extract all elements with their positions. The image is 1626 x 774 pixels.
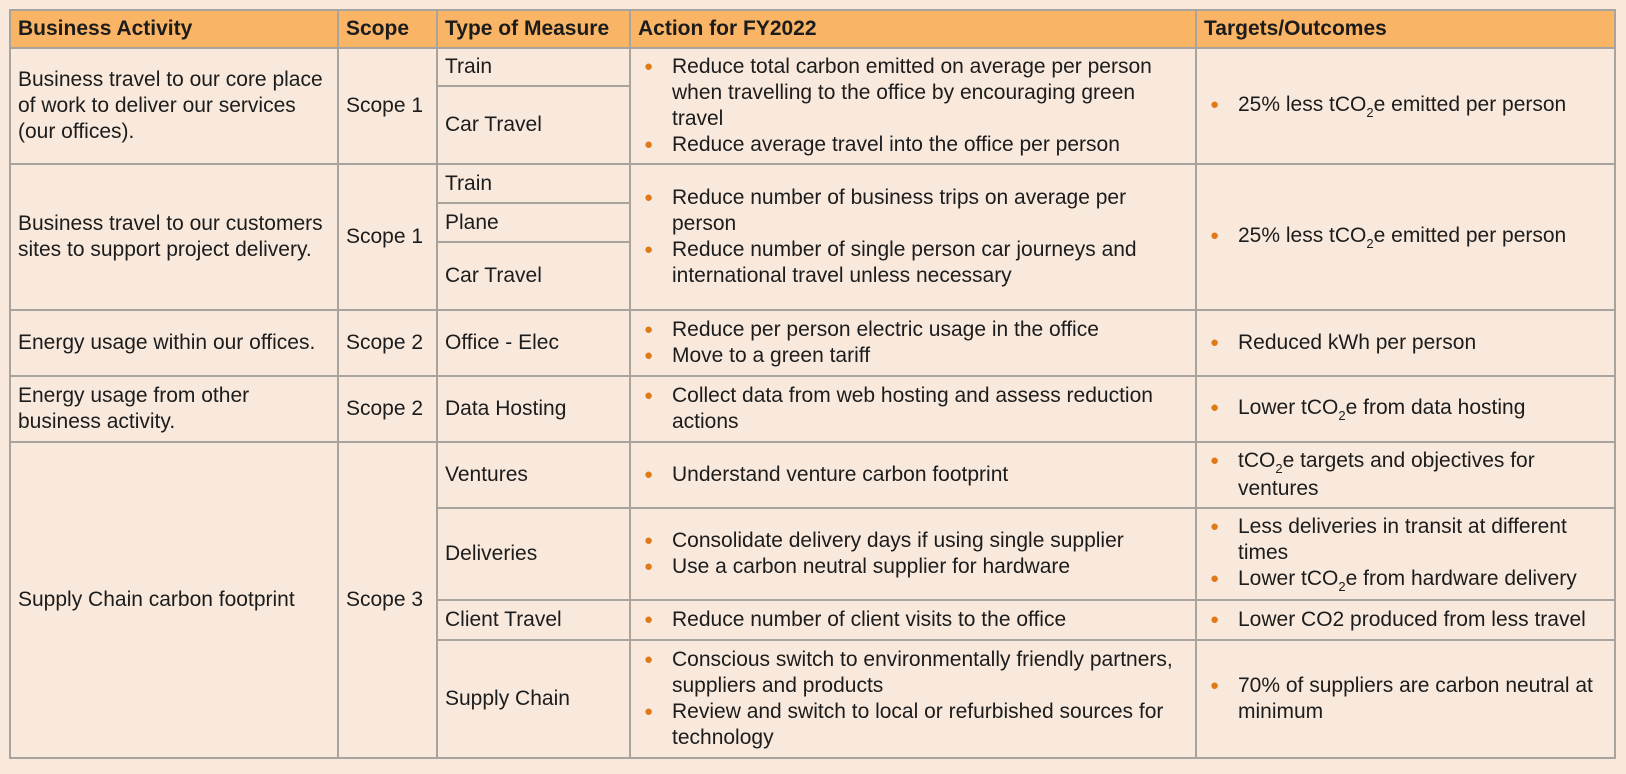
table-row — [10, 442, 1615, 508]
target-cell — [1196, 48, 1615, 164]
activity-cell: Supply Chain carbon footprint — [10, 442, 338, 758]
measure-cell: Train — [437, 48, 630, 86]
target-cell — [1196, 640, 1615, 758]
action-item: ● Collect data from web hosting and assess reduction actions — [638, 383, 1188, 435]
action-cell — [630, 640, 1196, 758]
target-item: ● 25% less tCO$_2$e emitted per person — [1204, 92, 1607, 120]
scope-cell: Scope 1 — [338, 164, 437, 310]
action-item: ● Conscious switch to environmentally friendly partners, suppliers and products — [638, 647, 1188, 699]
action-cell — [630, 310, 1196, 376]
measure-cell: Office - Elec — [437, 310, 630, 376]
action-item: ● Reduce average travel into the office per person — [638, 132, 1188, 158]
header-business-activity: Business Activity — [10, 10, 338, 48]
action-cell — [630, 600, 1196, 640]
action-cell — [630, 48, 1196, 164]
action-cell — [630, 508, 1196, 600]
target-cell — [1196, 442, 1615, 508]
action-item: ● Review and switch to local or refurbished sources for technology — [638, 699, 1188, 751]
target-item: ● tCO$_2$e targets and objectives for ventures — [1204, 448, 1607, 502]
target-item: ● 70% of suppliers are carbon neutral at minimum — [1204, 673, 1607, 725]
action-item: ● Reduce number of single person car journeys and international travel unless necessary — [638, 237, 1188, 289]
action-item: ● Move to a green tariff — [638, 343, 1188, 369]
measure-cell: Deliveries — [437, 508, 630, 600]
activity-cell: Energy usage from other business activity. — [10, 376, 338, 442]
action-item: ● Understand venture carbon footprint — [638, 462, 1188, 488]
measure-cell: Train — [437, 164, 630, 203]
activity-cell: Business travel to our core place of work to deliver our services (our offices). — [10, 48, 338, 164]
scope-cell: Scope 2 — [338, 310, 437, 376]
carbon-reduction-table — [9, 9, 1616, 759]
target-cell — [1196, 600, 1615, 640]
target-item: ● Lower tCO$_2$e from hardware delivery — [1204, 566, 1607, 594]
action-item: ● Use a carbon neutral supplier for hardware — [638, 554, 1188, 580]
measure-cell: Plane — [437, 203, 630, 242]
table-row — [10, 310, 1615, 376]
target-item: ● Lower tCO$_2$e from data hosting — [1204, 395, 1607, 423]
activity-cell: Energy usage within our offices. — [10, 310, 338, 376]
target-item: ● 25% less tCO$_2$e emitted per person — [1204, 223, 1607, 251]
header-action: Action for FY2022 — [630, 10, 1196, 48]
table-row — [10, 48, 1615, 86]
header-scope: Scope — [338, 10, 437, 48]
table-row — [10, 164, 1615, 203]
action-item: ● Reduce number of business trips on average per person — [638, 185, 1188, 237]
header-type-of-measure: Type of Measure — [437, 10, 630, 48]
header-targets: Targets/Outcomes — [1196, 10, 1615, 48]
measure-cell: Car Travel — [437, 86, 630, 164]
action-cell — [630, 376, 1196, 442]
measure-cell: Supply Chain — [437, 640, 630, 758]
target-cell — [1196, 310, 1615, 376]
measure-cell: Client Travel — [437, 600, 630, 640]
target-item: ● Lower CO2 produced from less travel — [1204, 607, 1607, 633]
action-item: ● Consolidate delivery days if using single supplier — [638, 528, 1188, 554]
measure-cell: Data Hosting — [437, 376, 630, 442]
activity-cell: Business travel to our customers sites to support project delivery. — [10, 164, 338, 310]
header-row — [10, 10, 1615, 48]
action-item: ● Reduce number of client visits to the office — [638, 607, 1188, 633]
measure-cell: Ventures — [437, 442, 630, 508]
target-item: ● Less deliveries in transit at different times — [1204, 514, 1607, 566]
scope-cell: Scope 1 — [338, 48, 437, 164]
action-cell — [630, 442, 1196, 508]
action-item: ● Reduce total carbon emitted on average per person when travelling to the office by encouraging green travel — [638, 54, 1188, 132]
table-container — [9, 9, 1616, 759]
target-cell — [1196, 164, 1615, 310]
scope-cell: Scope 3 — [338, 442, 437, 758]
target-cell — [1196, 376, 1615, 442]
table-row — [10, 376, 1615, 442]
action-item: ● Reduce per person electric usage in the office — [638, 317, 1188, 343]
target-item: ● Reduced kWh per person — [1204, 330, 1607, 356]
target-cell — [1196, 508, 1615, 600]
measure-cell: Car Travel — [437, 242, 630, 310]
action-cell — [630, 164, 1196, 310]
scope-cell: Scope 2 — [338, 376, 437, 442]
